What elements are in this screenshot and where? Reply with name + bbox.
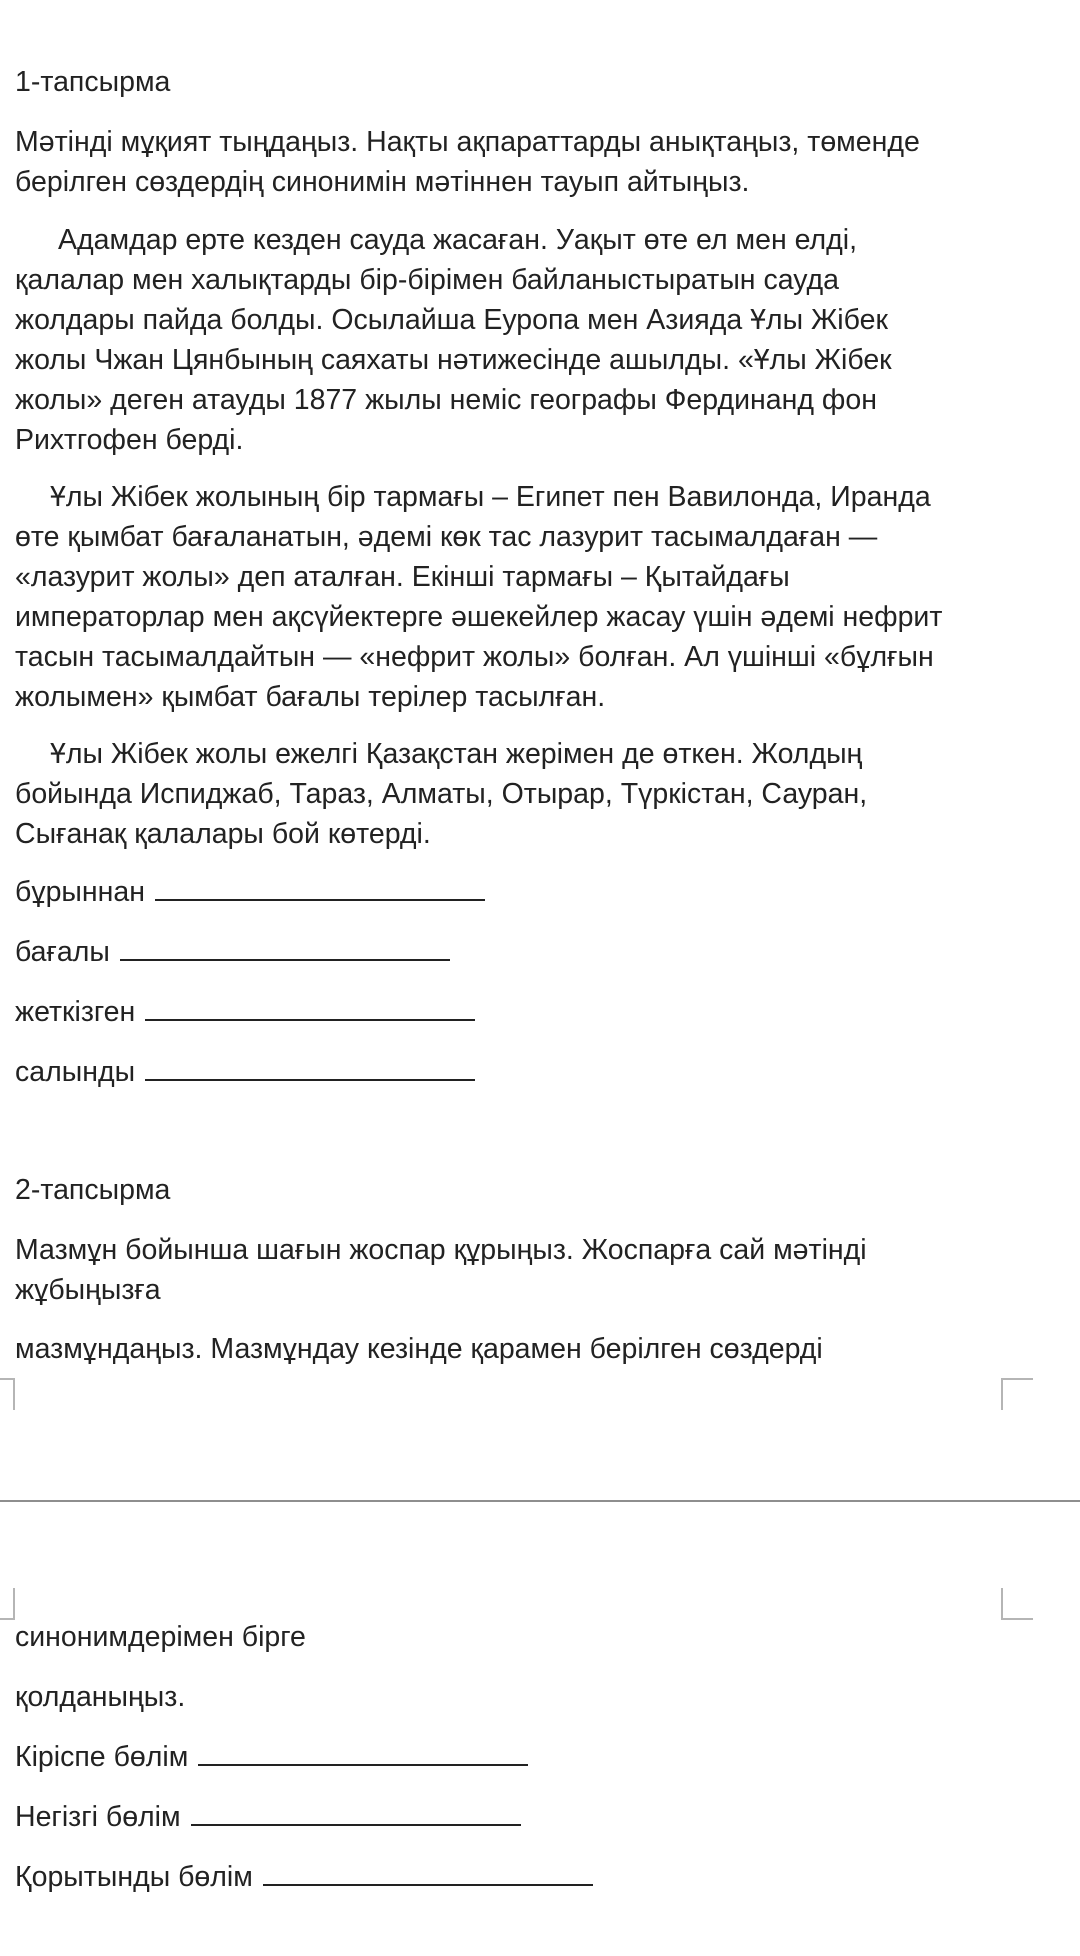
paragraph2-line: тасын тасымалдайтын — «нефрит жолы» болған. Ал үшінші «бұлғын xyxy=(15,641,934,673)
page-corner-mark xyxy=(0,1378,15,1410)
word-answer-row xyxy=(15,1052,475,1092)
answer-blank-line[interactable] xyxy=(191,1800,521,1826)
word-answer-row xyxy=(15,932,450,972)
task2-instruction-line: жұбыңызға xyxy=(15,1274,161,1306)
paragraph3-line: Сығанақ қалалары бой көтерді. xyxy=(15,818,431,850)
answer-blank-line[interactable] xyxy=(120,935,450,961)
task1-title: 1-тапсырма xyxy=(15,66,171,98)
page-break-divider xyxy=(0,1500,1080,1502)
paragraph1-line: қалалар мен халықтарды бір-бірімен байланыстыратын сауда xyxy=(15,264,840,296)
task1-instruction-line: Мәтінді мұқият тыңдаңыз. Нақты ақпараттарды анықтаңыз, төменде xyxy=(15,126,920,158)
answer-blank-line[interactable] xyxy=(198,1740,528,1766)
plan-item-row xyxy=(15,1857,593,1897)
word-answer-row xyxy=(15,872,485,912)
task2-continuation-line: қолданыңыз. xyxy=(15,1681,186,1713)
paragraph3-line: Ұлы Жібек жолы ежелгі Қазақстан жерімен де өткен. Жолдың xyxy=(50,738,863,770)
task2-instruction-line: Мазмұн бойынша шағын жоспар құрыңыз. Жоспарға сай мәтінді xyxy=(15,1234,867,1266)
paragraph2-line: өте қымбат бағаланатын, әдемі көк тас лазурит тасымалдаған — xyxy=(15,521,878,553)
plan-item-label: Кіріспе бөлім xyxy=(15,1741,189,1773)
word-answer-row xyxy=(15,992,475,1032)
word-label: бұрыннан xyxy=(15,876,145,908)
plan-item-row xyxy=(15,1737,528,1777)
word-label: жеткізген xyxy=(15,996,136,1028)
paragraph2-line: императорлар мен ақсүйектерге әшекейлер жасау үшін әдемі нефрит xyxy=(15,601,943,633)
task2-continuation-line: синонимдерімен бірге xyxy=(15,1621,306,1653)
plan-item-label: Қорытынды бөлім xyxy=(15,1861,253,1893)
paragraph2-line: «лазурит жолы» деп аталған. Екінші тармағы – Қытайдағы xyxy=(15,561,790,593)
paragraph3-line: бойында Испиджаб, Тараз, Алматы, Отырар, Түркістан, Сауран, xyxy=(15,778,868,810)
paragraph1-line: жолдары пайда болды. Осылайша Еуропа мен Азияда Ұлы Жібек xyxy=(15,304,888,336)
answer-blank-line[interactable] xyxy=(145,995,475,1021)
paragraph1-line: Рихтгофен берді. xyxy=(15,424,244,456)
word-label: салынды xyxy=(15,1056,136,1088)
answer-blank-line[interactable] xyxy=(145,1055,475,1081)
task2-instruction-line: мазмұндаңыз. Мазмұндау кезінде қарамен берілген сөздерді xyxy=(15,1333,823,1365)
task1-instruction-line: берілген сөздердің синонимін мәтіннен тауып айтыңыз. xyxy=(15,166,750,198)
plan-item-row xyxy=(15,1797,521,1837)
word-label: бағалы xyxy=(15,936,110,968)
paragraph2-line: Ұлы Жібек жолының бір тармағы – Египет пен Вавилонда, Иранда xyxy=(50,481,931,513)
page-corner-mark xyxy=(1001,1588,1033,1620)
answer-blank-line[interactable] xyxy=(263,1860,593,1886)
paragraph1-line: жолы Чжан Цянбының саяхаты нәтижесінде ашылды. «Ұлы Жібек xyxy=(15,344,892,376)
page-corner-mark xyxy=(1001,1378,1033,1410)
paragraph1-line: жолы» деген атауды 1877 жылы неміс географы Фердинанд фон xyxy=(15,384,877,416)
answer-blank-line[interactable] xyxy=(155,875,485,901)
plan-item-label: Негізгі бөлім xyxy=(15,1801,181,1833)
task2-title: 2-тапсырма xyxy=(15,1174,171,1206)
paragraph1-line: Адамдар ерте кезден сауда жасаған. Уақыт өте ел мен елді, xyxy=(58,224,858,256)
paragraph2-line: жолымен» қымбат бағалы терілер тасылған. xyxy=(15,681,606,713)
page-corner-mark xyxy=(0,1588,15,1620)
